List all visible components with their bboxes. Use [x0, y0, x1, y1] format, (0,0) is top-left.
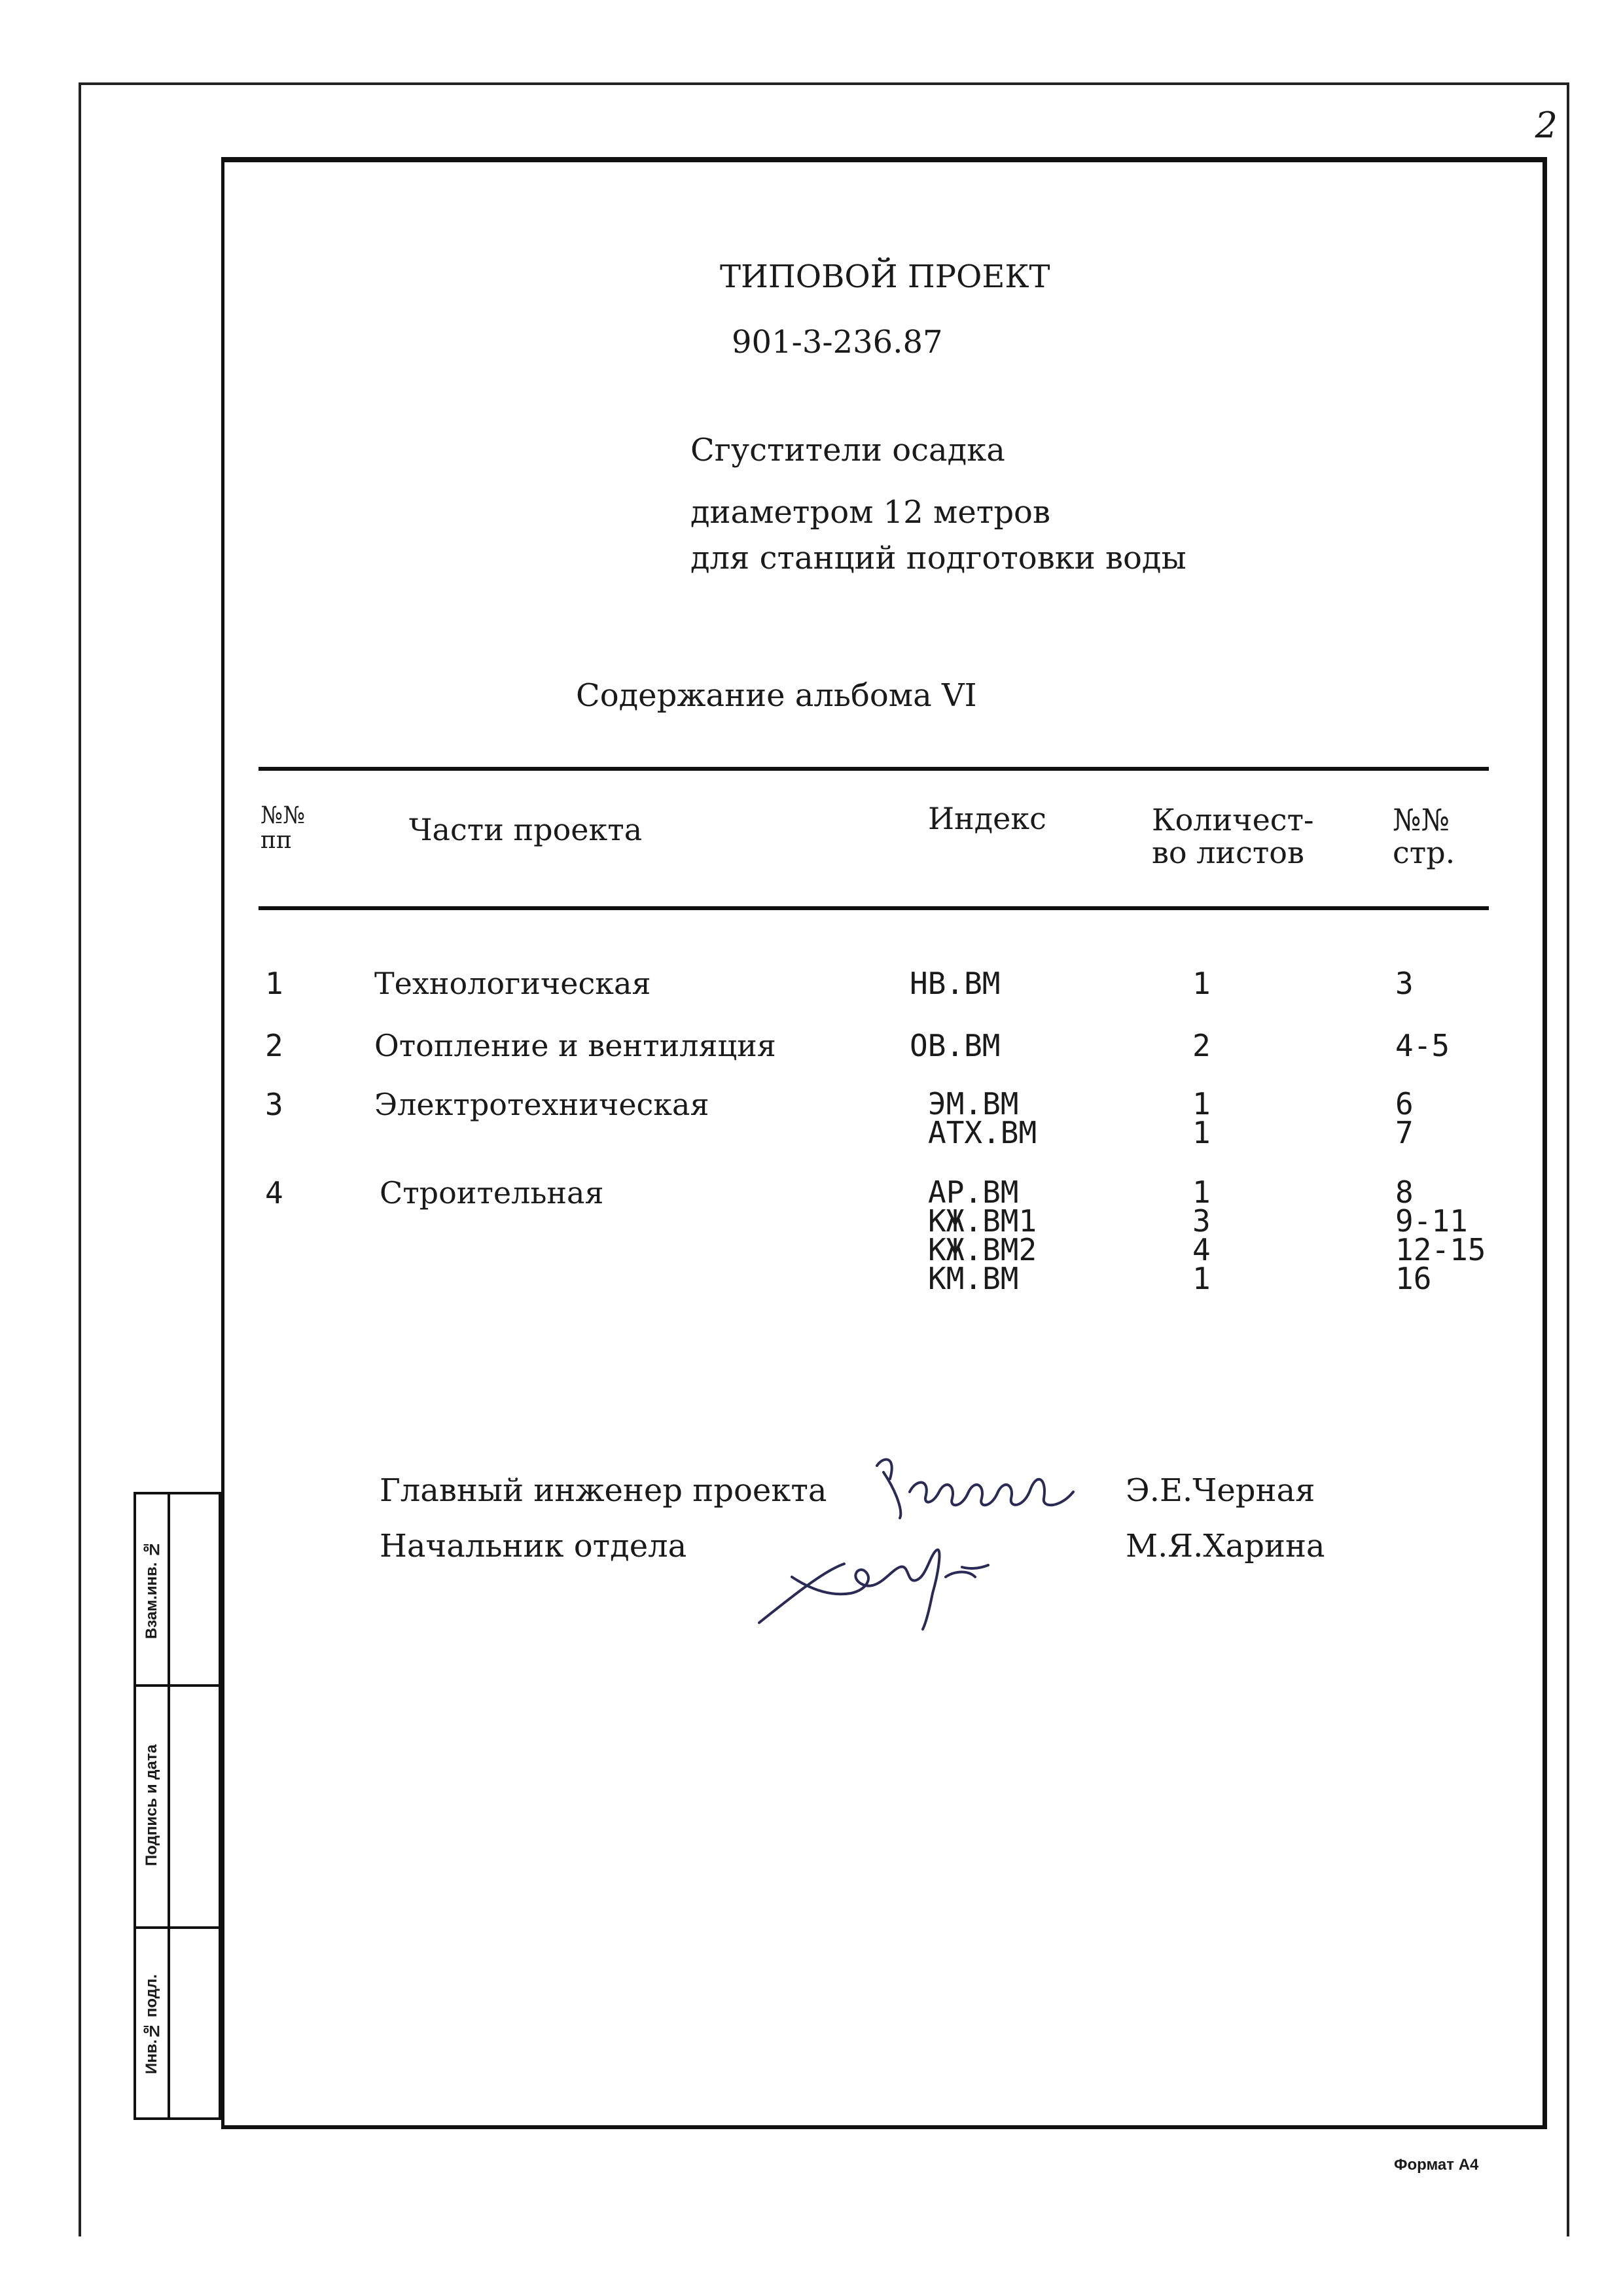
row4-index-3: КЖ.ВМ2: [928, 1232, 1037, 1267]
subtitle-line2: диаметром 12 метров: [690, 494, 1050, 531]
stamp-original-inv: Инв.№ подл.: [143, 1974, 160, 2075]
sig-name-chief-engineer: Э.Е.Черная: [1126, 1472, 1315, 1509]
row4-qty-1: 1: [1192, 1174, 1211, 1210]
outer-frame-top: [79, 82, 1569, 85]
subtitle-line1: Сгустители осадка: [690, 432, 1005, 468]
row3-pages: [1395, 1086, 1414, 1150]
row1-qty: 1: [1192, 966, 1211, 1001]
table-top-rule: [259, 767, 1489, 771]
row4-page-2: 9-11: [1395, 1203, 1468, 1239]
row4-part: Строительная: [380, 1175, 604, 1210]
row2-qty: 2: [1192, 1028, 1211, 1063]
stamp-replaced-inv: Взам.инв. №: [143, 1540, 160, 1639]
outer-frame-left: [79, 82, 81, 2236]
signature-chief-engineer: [870, 1453, 1132, 1525]
row1-page: 3: [1395, 966, 1414, 1001]
row3-qtys: [1192, 1086, 1211, 1150]
table-header-rule: [259, 906, 1489, 910]
row4-index-4: КМ.ВМ: [928, 1261, 1019, 1296]
row4-index-2: КЖ.ВМ1: [928, 1203, 1037, 1239]
row3-qty-1: 1: [1192, 1086, 1211, 1122]
sig-role-chief-engineer: Главный инженер проекта: [380, 1472, 827, 1509]
row4-indexes: [928, 1174, 1037, 1296]
row1-num: 1: [265, 966, 283, 1001]
doc-title: ТИПОВОЙ ПРОЕКТ: [720, 258, 1050, 295]
row2-part: Отопление и вентиляция: [374, 1028, 776, 1063]
row2-num: 2: [265, 1028, 283, 1063]
row4-index-1: АР.ВМ: [928, 1174, 1019, 1210]
row3-index-2: АТХ.ВМ: [928, 1115, 1037, 1150]
col-page-header: №№ стр.: [1393, 802, 1455, 870]
page-number: 2: [1535, 105, 1558, 146]
row4-page-3: 12-15: [1395, 1232, 1486, 1267]
subtitle-line3: для станций подготовки воды: [690, 540, 1186, 576]
contents-title: Содержание альбома VI: [576, 677, 977, 714]
row3-num: 3: [265, 1087, 283, 1122]
col-index-header: Индекс: [928, 801, 1046, 836]
row2-index: ОВ.ВМ: [910, 1028, 1001, 1063]
row3-page-2: 7: [1395, 1115, 1414, 1150]
row3-page-1: 6: [1395, 1086, 1414, 1122]
side-stamp: [134, 1492, 221, 2120]
row3-indexes: [928, 1086, 1037, 1150]
stamp-signature-date: Подпись и дата: [143, 1744, 160, 1866]
format-label: Формат А4: [1394, 2156, 1479, 2174]
row3-qty-2: 1: [1192, 1115, 1211, 1150]
row3-part: Электротехническая: [374, 1087, 709, 1122]
row4-qty-4: 1: [1192, 1261, 1211, 1296]
col-part-header: Части проекта: [409, 812, 643, 847]
row1-part: Технологическая: [374, 966, 651, 1001]
row4-page-4: 16: [1395, 1261, 1432, 1296]
row4-qty-2: 3: [1192, 1203, 1211, 1239]
row3-index-1: ЭМ.ВМ: [928, 1086, 1019, 1122]
outer-frame-right: [1567, 82, 1569, 2236]
signature-head-dept: [753, 1531, 1054, 1636]
sig-role-head-dept: Начальник отдела: [380, 1528, 687, 1564]
row4-num: 4: [265, 1175, 283, 1210]
sig-name-head-dept: М.Я.Харина: [1126, 1528, 1325, 1564]
col-qty-header: Количест- во листов: [1152, 802, 1314, 870]
row4-pages: [1395, 1174, 1486, 1296]
row4-qty-3: 4: [1192, 1232, 1211, 1267]
col-num-header: №№ пп: [260, 802, 306, 854]
row1-index: НВ.ВМ: [910, 966, 1001, 1001]
row4-qtys: [1192, 1174, 1211, 1296]
doc-code: 901-3-236.87: [732, 324, 943, 361]
row4-page-1: 8: [1395, 1174, 1414, 1210]
row2-page: 4-5: [1395, 1028, 1450, 1063]
